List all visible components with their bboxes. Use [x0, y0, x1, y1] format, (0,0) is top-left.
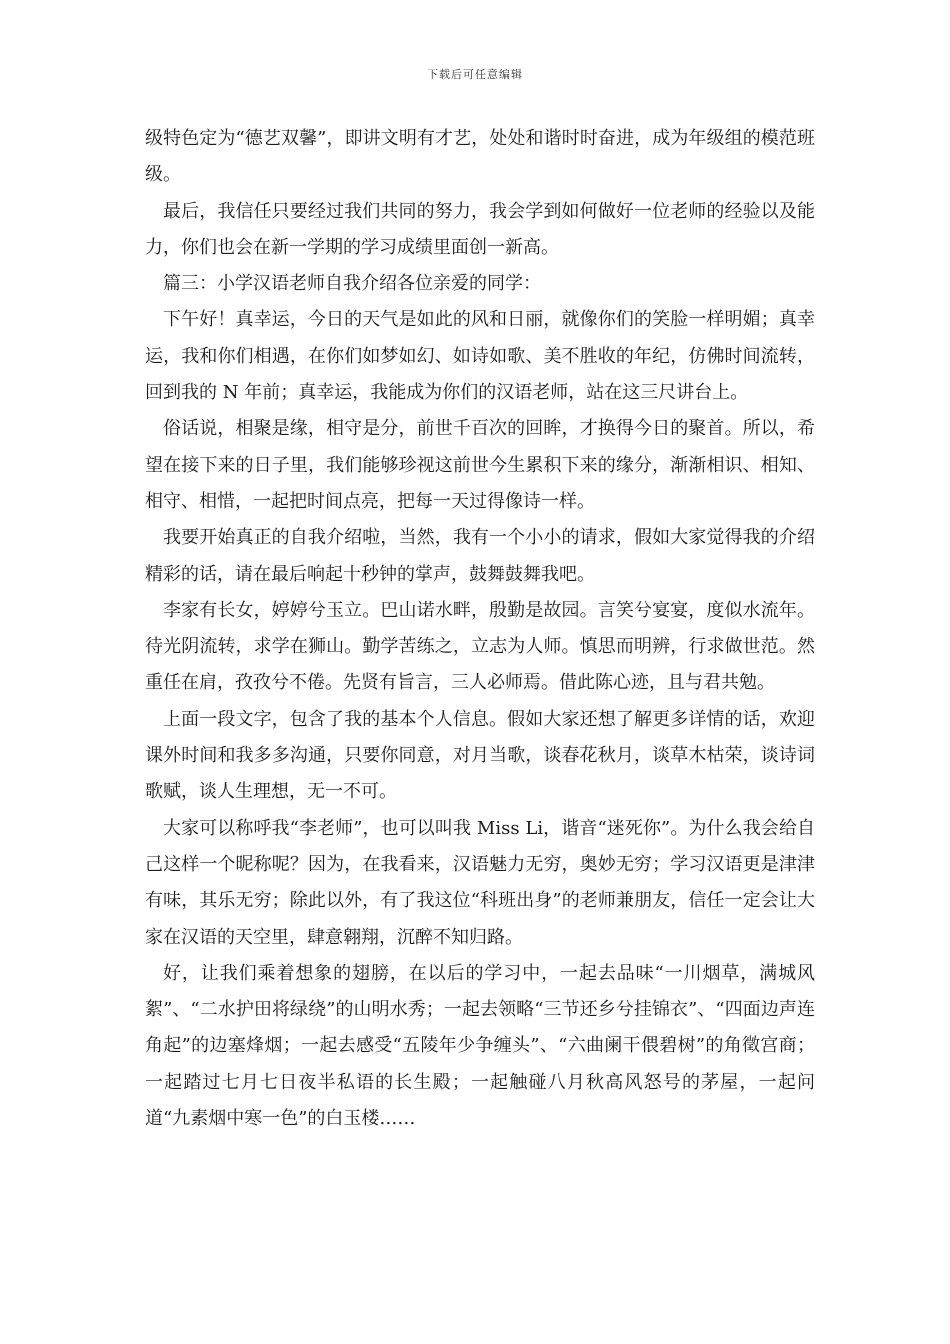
- paragraph-imagination: 好，让我们乘着想象的翅膀，在以后的学习中，一起去品味“一川烟草，满城风絮”、“二水护田将绿绕”的山明水秀；一起去领略“三节还乡兮挂锦衣”、“四面边声连角起”的边塞烽烟；一起去感受“五陵年少争缠头”、“六曲阑干偎碧树”的角徵宫商；一起踏过七月七日夜半私语的长生殿；一起触碰八月秋高风怒号的茅屋，一起问道“九素烟中寒一色”的白玉楼……: [145, 962, 815, 1130]
- paragraph-intro-request: 我要开始真正的自我介绍啦，当然，我有一个小小的请求，假如大家觉得我的介绍精彩的话，请在最后响起十秒钟的掌声，鼓舞鼓舞我吧。: [145, 527, 815, 585]
- paragraph-personal-info: 上面一段文字，包含了我的基本个人信息。假如大家还想了解更多详情的话，欢迎课外时间和我多多沟通，只要你同意，对月当歌，谈春花秋月，谈草木枯荣，谈诗词歌赋，谈人生理想，无一不可。: [145, 708, 815, 803]
- paragraph-nickname: 大家可以称呼我“李老师”，也可以叫我 Miss Li，谐音“迷死你”。为什么我会给自己这样一个昵称呢？因为，在我看来，汉语魅力无穷，奥妙无穷；学习汉语更是津津有味，其乐无穷；除此以外，有了我这位“科班出身”的老师兼朋友，信任一定会让大家在汉语的天空里，肆意翱翔，沉醉不知归路。: [145, 817, 815, 948]
- page-header: 下载后可任意编辑: [427, 68, 523, 81]
- document-body: [145, 121, 815, 1137]
- section-title-part-three: 篇三：小学汉语老师自我介绍各位亲爱的同学：: [163, 273, 541, 295]
- paragraph-closing: 最后，我信任只要经过我们共同的努力，我会学到如何做好一位老师的经验以及能力，你们也会在新一学期的学习成绩里面创一新高。: [145, 200, 815, 258]
- paragraph-greeting: 下午好！真幸运，今日的天气是如此的风和日丽，就像你们的笑脸一样明媚；真幸运，我和你们相遇，在你们如梦如幻、如诗如歌、美不胜收的年纪，仿佛时间流转，回到我的 N 年前；真幸运，我能成为你们的汉语老师，站在这三尺讲台上。: [145, 309, 815, 404]
- paragraph-poem: 李家有长女，婷婷兮玉立。巴山诺水畔，殷勤是故园。言笑兮宴宴，度似水流年。待光阴流转，求学在狮山。勤学苦练之，立志为人师。慎思而明辨，行求做世范。然重任在肩，孜孜兮不倦。先贤有旨言，三人必师焉。借此陈心迹，且与君共勉。: [145, 599, 815, 694]
- paragraph-proverb: 俗话说，相聚是缘，相守是分，前世千百次的回眸，才换得今日的聚首。所以，希望在接下来的日子里，我们能够珍视这前世今生累积下来的缘分，渐渐相识、相知、相守、相惜，一起把时间点亮，把每一天过得像诗一样。: [145, 418, 815, 512]
- paragraph-class-motto: 级特色定为“德艺双馨”，即讲文明有才艺，处处和谐时时奋进，成为年级组的模范班级。: [145, 128, 815, 186]
